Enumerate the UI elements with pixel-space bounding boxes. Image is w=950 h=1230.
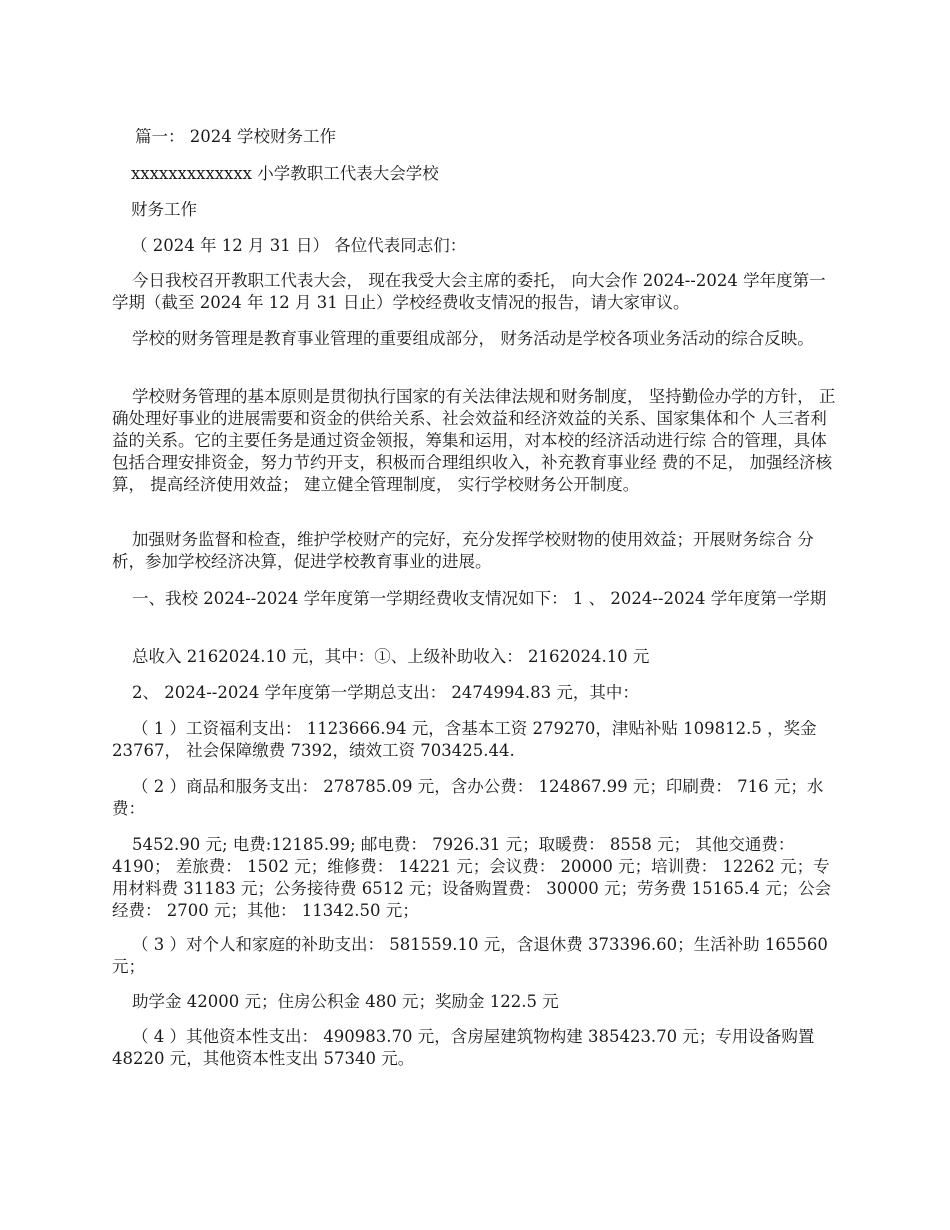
paragraph-principles: 学校财务管理的基本原则是贯彻执行国家的有关法律法规和财务制度， 坚持勤俭办学的方针， 正确处理好事业的进展需要和资金的供给关系、社会效益和经济效益的关系、国家集体和个 人三者利益的关系。它的主要任务是通过资金领报，筹集和运用，对本校的经济活动进行综 合的管理，具体包括合理安排资金，努力节约开支，积极而合理组织收入，补充教育事业经 费的不足， 加强经济核算， 提高经济使用效益； 建立健全管理制度， 实行学校财务公开制度。 bbox=[112, 387, 836, 494]
paragraph-total-income: 总收入 2162024.10 元，其中：①、上级补助收入： 2162024.10 元 bbox=[132, 647, 650, 666]
paragraph-goods-details: 5452.90 元; 电费:12185.99; 邮电费： 7926.31 元；取暖费： 8558 元； 其他交通费： 4190； 差旅费： 1502 元；维修费： 14221 元；会议费： 20000 元；培训费： 12262 元；专用材料费 31183 元；公务接待费 6512 元；设备购置费： 30000 元；劳务费 15165.4 元；公会经费： 2700 元；其他： 11342.50 元； bbox=[112, 835, 832, 920]
paragraph-subsidy-details: 助学金 42000 元；住房公积金 480 元；奖励金 122.5 元 bbox=[132, 992, 559, 1011]
paragraph-wages: （ 1 ）工资福利支出： 1123666.94 元，含基本工资 279270，津贴补贴 109812.5 ，奖金 23767， 社会保障缴费 7392，绩效工资 703425.44. bbox=[112, 719, 817, 760]
paragraph-total-expense: 2、 2024--2024 学年度第一学期总支出： 2474994.83 元，其中： bbox=[132, 683, 639, 702]
paragraph-management: 学校的财务管理是教育事业管理的重要组成部分， 财务活动是学校各项业务活动的综合反映。 bbox=[132, 329, 814, 348]
paragraph-subsidies: （ 3 ）对个人和家庭的补助支出： 581559.10 元，含退休费 373396.60；生活补助 165560 元； bbox=[112, 935, 828, 976]
paragraph-goods-services: （ 2 ）商品和服务支出： 278785.09 元，含办公费： 124867.99 元；印刷费： 716 元；水费： bbox=[112, 777, 824, 818]
paragraph-section-one: 一、我校 2024--2024 学年度第一学期经费收支情况如下： 1 、 2024--2024 学年度第一学期 bbox=[132, 589, 827, 608]
paragraph-capital: （ 4 ）其他资本性支出： 490983.70 元，含房屋建筑物构建 385423.70 元；专用设备购置 48220 元，其他资本性支出 57340 元。 bbox=[112, 1027, 815, 1068]
subject-line: 财务工作 bbox=[131, 200, 197, 219]
organization-line: xxxxxxxxxxxxx 小学教职工代表大会学校 bbox=[131, 164, 439, 183]
paragraph-intro: 今日我校召开教职工代表大会， 现在我受大会主席的委托， 向大会作 2024--2024 学年度第一 学期（截至 2024 年 12 月 31 日止）学校经费收支情况的报告，请大家审议。 bbox=[112, 271, 826, 312]
paragraph-supervision: 加强财务监督和检查，维护学校财产的完好，充分发挥学校财物的使用效益；开展财务综合 分析，参加学校经济决算，促进学校教育事业的进展。 bbox=[112, 530, 814, 571]
date-greeting: （ 2024 年 12 月 31 日） 各位代表同志们： bbox=[131, 236, 467, 255]
document-title: 篇一： 2024 学校财务工作 bbox=[135, 127, 336, 146]
